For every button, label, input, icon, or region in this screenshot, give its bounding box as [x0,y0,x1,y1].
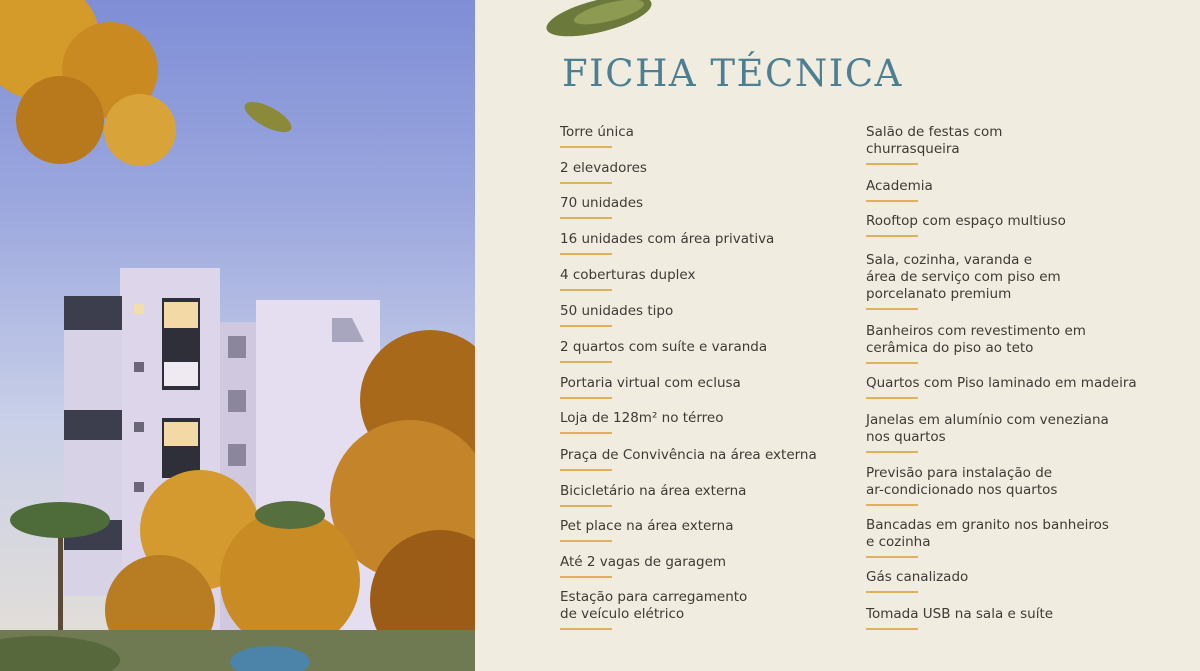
feature-item: Praça de Convivência na área externa [560,447,817,471]
feature-item: Até 2 vagas de garagem [560,554,726,578]
feature-item: Previsão para instalação de ar-condicionado nos quartos [866,465,1057,506]
feature-item: Loja de 128m² no térreo [560,410,723,434]
feature-item: Sala, cozinha, varanda e área de serviço com piso em porcelanato premium [866,252,1061,310]
feature-item: Torre única [560,124,634,148]
feature-item: 16 unidades com área privativa [560,231,774,255]
feature-item: Tomada USB na sala e suíte [866,606,1053,630]
feature-item: Academia [866,178,933,202]
feature-item: Janelas em alumínio com veneziana nos quartos [866,412,1109,453]
feature-item: 50 unidades tipo [560,303,673,327]
feature-item: 70 unidades [560,195,643,219]
feature-item: Quartos com Piso laminado em madeira [866,375,1137,399]
page-title: FICHA TÉCNICA [562,52,903,95]
feature-item: Banheiros com revestimento em cerâmica do piso ao teto [866,323,1086,364]
feature-item: Bancadas em granito nos banheiros e cozinha [866,517,1109,558]
building-illustration [0,0,475,671]
feature-item: 4 coberturas duplex [560,267,696,291]
feature-item: Portaria virtual com eclusa [560,375,741,399]
building-render-image [0,0,475,671]
leaf-decoration [537,0,677,46]
feature-item: Estação para carregamento de veículo elétrico [560,589,747,630]
feature-item: Gás canalizado [866,569,968,593]
feature-item: Bicicletário na área externa [560,483,746,507]
feature-item: Rooftop com espaço multiuso [866,213,1066,237]
feature-item: Pet place na área externa [560,518,733,542]
feature-item: 2 quartos com suíte e varanda [560,339,767,363]
feature-item: 2 elevadores [560,160,647,184]
feature-item: Salão de festas com churrasqueira [866,124,1002,165]
